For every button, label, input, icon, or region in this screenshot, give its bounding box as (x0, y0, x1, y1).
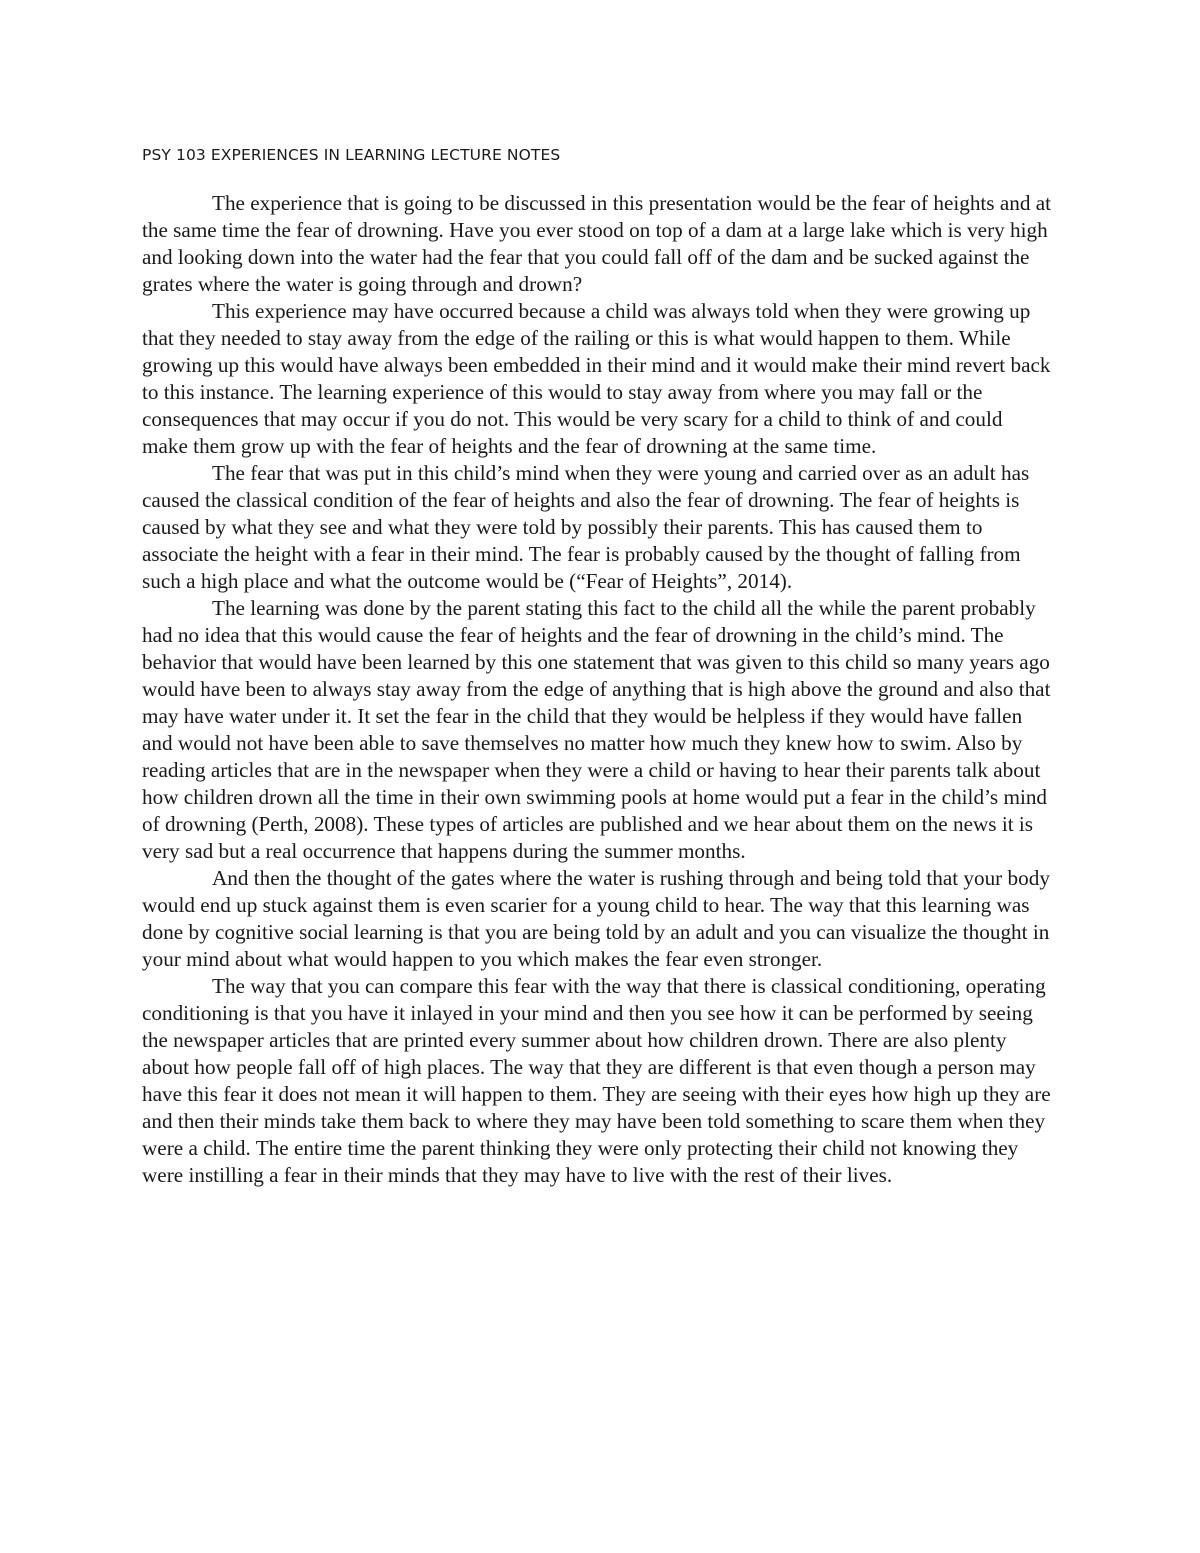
document-title: PSY 103 EXPERIENCES IN LEARNING LECTURE NOTES (142, 146, 561, 164)
paragraph: This experience may have occurred because a child was always told when they were growing up that they needed to stay away from the edge of the railing or this is what would happen to them. While growing up this would have always been embedded in their mind and it would make their mind revert back to this instance. The learning experience of this would to stay away from where you may fall or the consequences that may occur if you do not. This would be very scary for a child to think of and could make them grow up with the fear of heights and the fear of drowning at the same time. (142, 299, 1051, 458)
paragraph: The experience that is going to be discussed in this presentation would be the fear of heights and at the same time the fear of drowning. Have you ever stood on top of a dam at a large lake which is very high and looking down into the water had the fear that you could fall off of the dam and be sucked against the grates where the water is going through and drown? (142, 191, 1052, 296)
paragraph: The way that you can compare this fear with the way that there is classical conditioning, operating conditioning is that you have it inlayed in your mind and then you see how it can be performed by seeing the newspaper articles that are printed every summer about how children drown. There are also plenty about how people fall off of high places. The way that they are different is that even though a person may have this fear it does not mean it will happen to them. They are seeing with their eyes how high up they are and then their minds take them back to where they may have been told something to scare them when they were a child. The entire time the parent thinking they were only protecting their child not knowing they were instilling a fear in their minds that they may have to live with the rest of their lives. (142, 974, 1051, 1187)
paragraph: And then the thought of the gates where the water is rushing through and being told that your body would end up stuck against them is even scarier for a young child to hear. The way that this learning was done by cognitive social learning is that you are being told by an adult and you can visualize the thought in your mind about what would happen to you which makes the fear even stronger. (142, 866, 1050, 971)
paragraph: The fear that was put in this child’s mind when they were young and carried over as an adult has caused the classical condition of the fear of heights and also the fear of drowning. The fear of heights is caused by what they see and what they were told by possibly their parents. This has caused them to associate the height with a fear in their mind. The fear is probably caused by the thought of falling from such a high place and what the outcome would be (“Fear of Heights”, 2014). (142, 461, 1030, 593)
paragraph: The learning was done by the parent stating this fact to the child all the while the parent probably had no idea that this would cause the fear of heights and the fear of drowning in the child’s mind. The behavior that would have been learned by this one statement that was given to this child so many years ago would have been to always stay away from the edge of anything that is high above the ground and also that may have water under it. It set the fear in the child that they would be helpless if they would have fallen and would not have been able to save themselves no matter how much they knew how to swim. Also by reading articles that are in the newspaper when they were a child or having to hear their parents talk about how children drown all the time in their own swimming pools at home would put a fear in the child’s mind of drowning (Perth, 2008). These types of articles are published and we hear about them on the news it is very sad but a real occurrence that happens during the summer months. (142, 596, 1051, 863)
document-body (142, 190, 1052, 1189)
